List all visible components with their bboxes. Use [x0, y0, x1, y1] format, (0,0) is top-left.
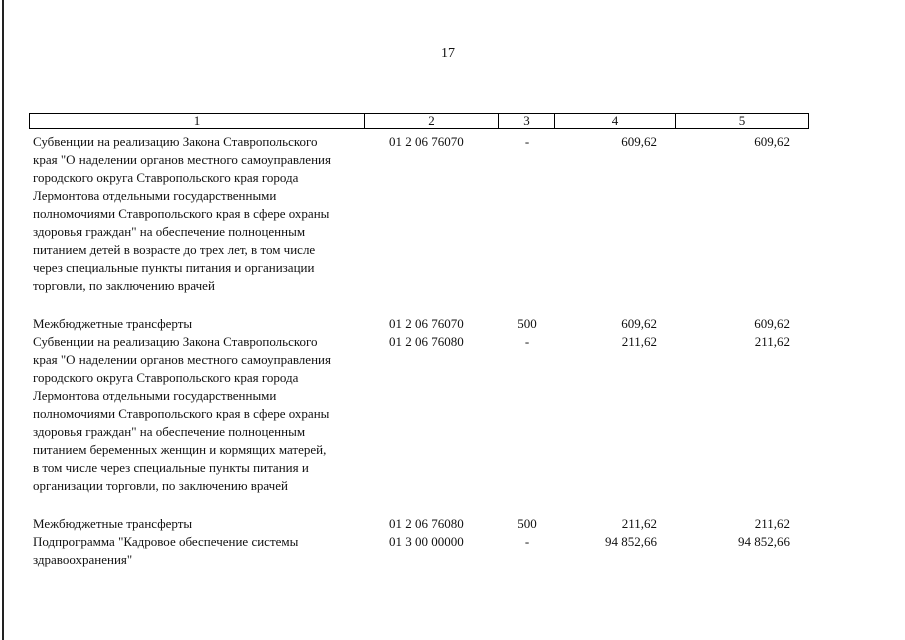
row-sum-col5: 94 852,66	[738, 534, 790, 549]
row-sum-col5: 211,62	[754, 516, 790, 531]
row-type: -	[524, 334, 530, 349]
row-code: 01 2 06 76070	[389, 134, 464, 149]
row-sum-col4: 609,62	[621, 316, 657, 331]
row-name: Подпрограмма "Кадровое обеспечение системы здравоохранения"	[33, 534, 299, 567]
row-code: 01 3 00 00000	[389, 534, 464, 549]
header-col-2: 2	[365, 114, 499, 128]
header-col-1: 1	[30, 114, 365, 128]
row-sum-col4: 211,62	[621, 516, 657, 531]
page-number: 17	[441, 46, 455, 61]
row-sum-col4: 211,62	[621, 334, 657, 349]
row-type: -	[524, 534, 530, 549]
row-name: Субвенции на реализацию Закона Ставропольского края "О наделении органов местного самоуправления городского округа Ставропольского края города Лермонтова отдельными государственными полномочиями Ставропольского края в сфере охраны здоровья граждан" на обеспечение полноценным питанием детей в возрасте до трех лет, в том числе через специальные пункты питания и организации торговли, по заключению врачей	[33, 134, 331, 293]
row-sum-col4: 609,62	[621, 134, 657, 149]
row-type: 500	[517, 316, 537, 331]
header-col-4: 4	[555, 114, 676, 128]
row-name: Межбюджетные трансферты	[33, 516, 193, 531]
table-header-row	[29, 113, 809, 129]
row-code: 01 2 06 76080	[389, 516, 464, 531]
row-sum-col4: 94 852,66	[605, 534, 657, 549]
row-type: 500	[517, 516, 537, 531]
header-col-5: 5	[738, 113, 746, 128]
row-name: Субвенции на реализацию Закона Ставропольского края "О наделении органов местного самоуправления городского округа Ставропольского края города Лермонтова отдельными государственными полномочиями Ставропольского края в сфере охраны здоровья граждан" на обеспечение полноценным питанием беременных женщин и кормящих матерей, в том числе через специальные пункты питания и организации торговли, по заключению врачей	[33, 334, 331, 493]
row-name: Межбюджетные трансферты	[33, 316, 193, 331]
row-sum-col5: 609,62	[754, 316, 790, 331]
row-code: 01 2 06 76080	[389, 334, 464, 349]
row-code: 01 2 06 76070	[389, 316, 464, 331]
page-edge-line	[2, 0, 4, 640]
row-sum-col5: 211,62	[754, 334, 790, 349]
header-col-3: 3	[499, 114, 555, 128]
row-sum-col5: 609,62	[754, 134, 790, 149]
row-type: -	[524, 134, 530, 149]
